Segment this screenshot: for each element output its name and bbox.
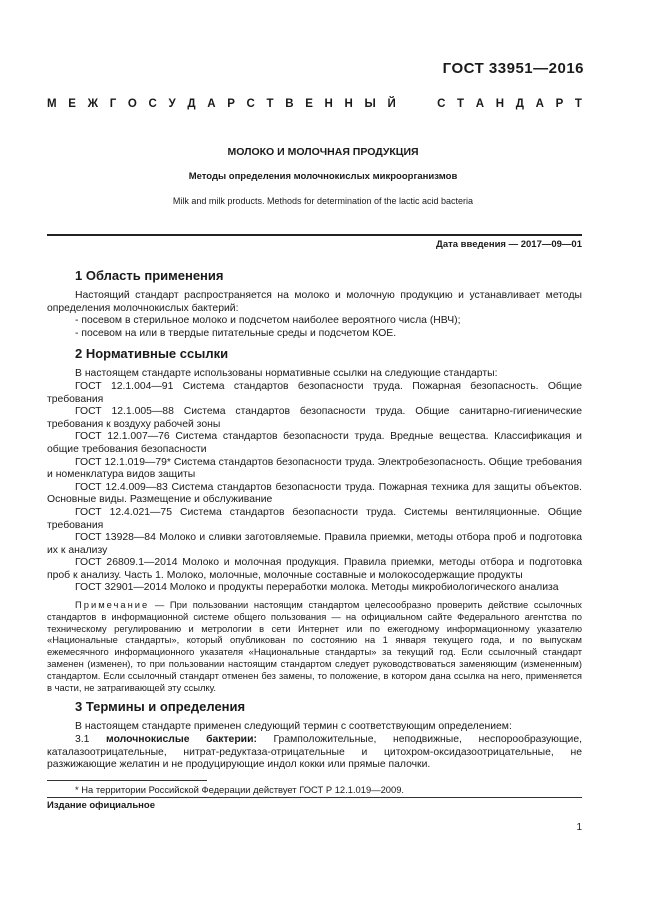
banner-letter: Д [187, 98, 196, 110]
section-1-item-2: - посевом на или в твердые питательные среды и подсчетом КОЕ. [75, 327, 397, 339]
banner-letter: Т [457, 98, 465, 110]
banner-letter: У [168, 98, 176, 110]
section-3-heading: 3 Термины и определения [75, 699, 246, 715]
banner-letter: Н [324, 98, 333, 110]
reference-item: ГОСТ 12.4.009—83 Система стандартов безопасности труда. Пожарная техника для защиты объектов. Основные виды. Размещение и обслуживание [47, 481, 582, 506]
footnote-divider [47, 780, 207, 781]
reference-item: ГОСТ 13928—84 Молоко и сливки заготовляемые. Правила приемки, методы отбора проб и подготовка их к анализу [47, 532, 582, 556]
banner-letter: С [148, 98, 157, 110]
banner-letter: С [246, 98, 255, 110]
banner-letter: Г [109, 98, 117, 110]
section-2-intro: В настоящем стандарте использованы нормативные ссылки на следующие стандарты: [75, 368, 498, 380]
banner-letter: Р [555, 98, 564, 110]
section-1-item-1: - посевом в стерильное молоко и подсчетом наиболее вероятного числа (НВЧ); [75, 315, 461, 327]
reference-item: ГОСТ 12.1.019—79* Система стандартов безопасности труда. Электробезопасность. Общие требования и номенклатура видов защиты [47, 456, 582, 481]
note-text: — При пользовании настоящим стандартом целесообразно проверить действие ссылочных стандартов в информационной системе общего пользования — на официальном сайте Федерального агентства по техническому регулированию и метрологии в сети Интернет или по ежегодному информационному указателю «Национальные стандарты», который опубликован по состоянию на 1 января текущего года, и по выпускам ежемесячного информационного указателя «Национальные стандарты» за текущий год. Если ссылочный стандарт заменен (изменен), то при пользовании настоящим стандартом следует руководствоваться заменяющим (измененным) стандартом. Если ссылочный стандарт отменен без замены, то положение, в котором дана ссылка на него, применяется в части, не затрагивающей эту ссылку. [47, 599, 582, 693]
reference-item: ГОСТ 26809.1—2014 Молоко и молочная продукция. Правила приемки, методы отбора и подготовка проб к анализу. Часть 1. Молоко, молочные, молочные составные и молокосодержащие продукты [47, 557, 582, 581]
edition-divider [47, 797, 582, 798]
banner-letter: А [207, 98, 216, 110]
banner-letter: Р [227, 98, 235, 110]
reference-item: ГОСТ 12.4.021—75 Система стандартов безопасности труда. Системы вентиляционные. Общие требования [47, 506, 582, 531]
banner-letter: А [535, 98, 544, 110]
reference-item: ГОСТ 12.1.005—88 Система стандартов безопасности труда. Общие санитарно-гигиенические требования к воздуху рабочей зоны [47, 406, 582, 430]
document-title: МОЛОКО И МОЛОЧНАЯ ПРОДУКЦИЯ [227, 146, 419, 158]
doc-number: ГОСТ 33951—2016 [442, 60, 584, 77]
title-divider [47, 234, 582, 236]
introduction-date: Дата введения — 2017—09—01 [436, 239, 582, 250]
document-subtitle: Методы определения молочнокислых микроорганизмов [188, 171, 458, 182]
official-edition-label: Издание официальное [47, 800, 155, 811]
section-1-paragraph: Настоящий стандарт распространяется на молоко и молочную продукцию и устанавливает методы определения молочнокислых бактерий: [47, 290, 582, 314]
banner-letter: В [285, 98, 294, 110]
banner-gap [407, 98, 425, 110]
reference-item: ГОСТ 32901—2014 Молоко и продукты переработки молока. Методы микробиологического анализа [75, 582, 559, 594]
banner-letter: Н [495, 98, 505, 110]
banner-letter: С [437, 98, 446, 110]
page-number: 1 [576, 822, 582, 833]
banner-letter: Н [344, 98, 353, 110]
banner-letter: Д [515, 98, 524, 110]
section-3-intro: В настоящем стандарте применен следующий термин с соответствующим определением: [75, 721, 512, 733]
term-definition [47, 734, 582, 772]
banner-letter: Й [387, 98, 396, 110]
reference-item: ГОСТ 12.1.004—91 Система стандартов безопасности труда. Пожарная безопасность. Общие требования [47, 380, 582, 405]
standard-banner [47, 98, 582, 110]
section-1-heading: 1 Область применения [75, 268, 224, 283]
note-label: Примечание [75, 599, 150, 611]
banner-letter: Е [305, 98, 313, 110]
english-title: Milk and milk products. Methods for determination of the lactic acid bacteria [172, 196, 474, 206]
reference-item: ГОСТ 12.1.007—76 Система стандартов безопасности труда. Вредные вещества. Классификация и общие требования безопасности [47, 431, 582, 455]
banner-letter: М [47, 98, 57, 110]
banner-letter: Т [574, 98, 582, 110]
banner-letter: Ы [364, 98, 376, 110]
term-definition-text: Грамположительные, неподвижные, неспорообразующие, каталазоотрицательные, нитрат-редуктаза-отрицательные и цитохром-оксидазоотрицательные, не разжижающие желатин и не продуцирующие индол кокки или прямые палочки. [47, 734, 582, 771]
term-name: молочнокислые бактерии: [106, 734, 257, 746]
footnote: * На территории Российской Федерации действует ГОСТ Р 12.1.019—2009. [75, 784, 405, 795]
section-2-note [47, 599, 582, 693]
banner-letter: Ж [87, 98, 99, 110]
document-body [47, 262, 582, 772]
term-number: 3.1 [75, 734, 107, 746]
section-2-heading: 2 Нормативные ссылки [75, 346, 229, 362]
banner-letter: Е [68, 98, 76, 110]
banner-letter: О [127, 98, 137, 110]
banner-letter: Т [266, 98, 274, 110]
banner-letter: А [475, 98, 485, 110]
